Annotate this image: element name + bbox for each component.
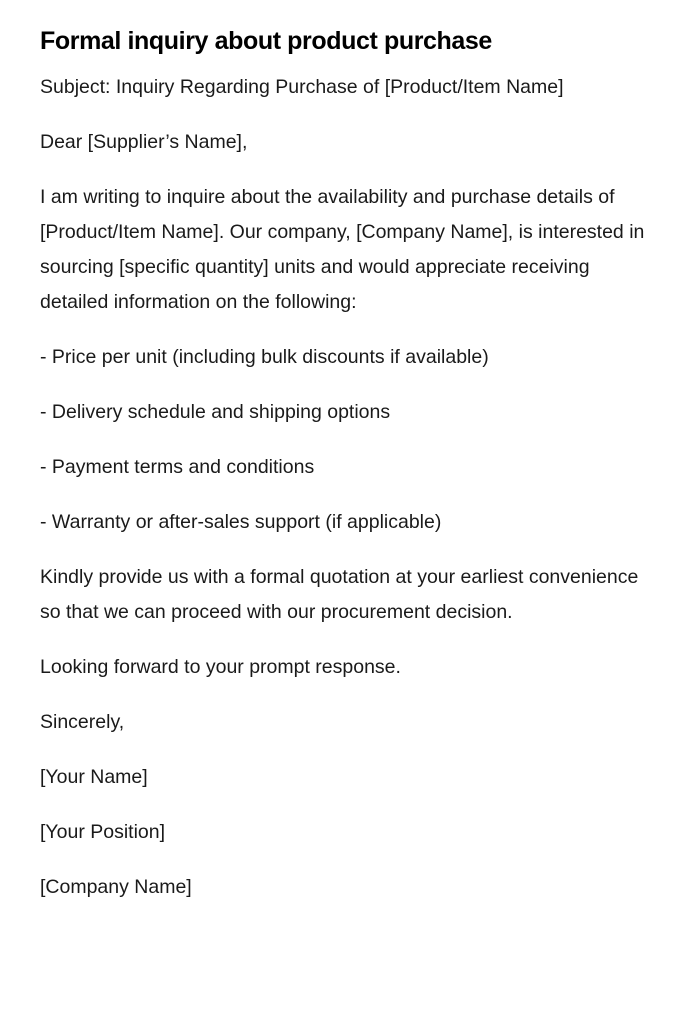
- sign-off: Sincerely,: [40, 711, 125, 733]
- intro-paragraph: I am writing to inquire about the availability and purchase details of [Product/Item Name]. Our company, [Company Name], is interested in sourcing [specific quantity] units and would appreciate receiving detailed information on the following:: [40, 186, 645, 313]
- salutation: Dear [Supplier’s Name],: [40, 131, 248, 153]
- signature-company: [Company Name]: [40, 876, 192, 898]
- closing-line: Looking forward to your prompt response.: [40, 656, 401, 678]
- request-paragraph: Kindly provide us with a formal quotation at your earliest convenience so that we can proceed with our procurement decision.: [40, 566, 639, 623]
- signature-name: [Your Name]: [40, 766, 148, 788]
- subject-line: Subject: Inquiry Regarding Purchase of [Product/Item Name]: [40, 76, 564, 98]
- document-title: Formal inquiry about product purchase: [40, 27, 492, 55]
- list-item-payment: - Payment terms and conditions: [40, 456, 315, 478]
- list-item-warranty: - Warranty or after-sales support (if applicable): [40, 511, 442, 533]
- signature-position: [Your Position]: [40, 821, 166, 843]
- list-item-delivery: - Delivery schedule and shipping options: [40, 401, 391, 423]
- list-item-price: - Price per unit (including bulk discounts if available): [40, 346, 489, 368]
